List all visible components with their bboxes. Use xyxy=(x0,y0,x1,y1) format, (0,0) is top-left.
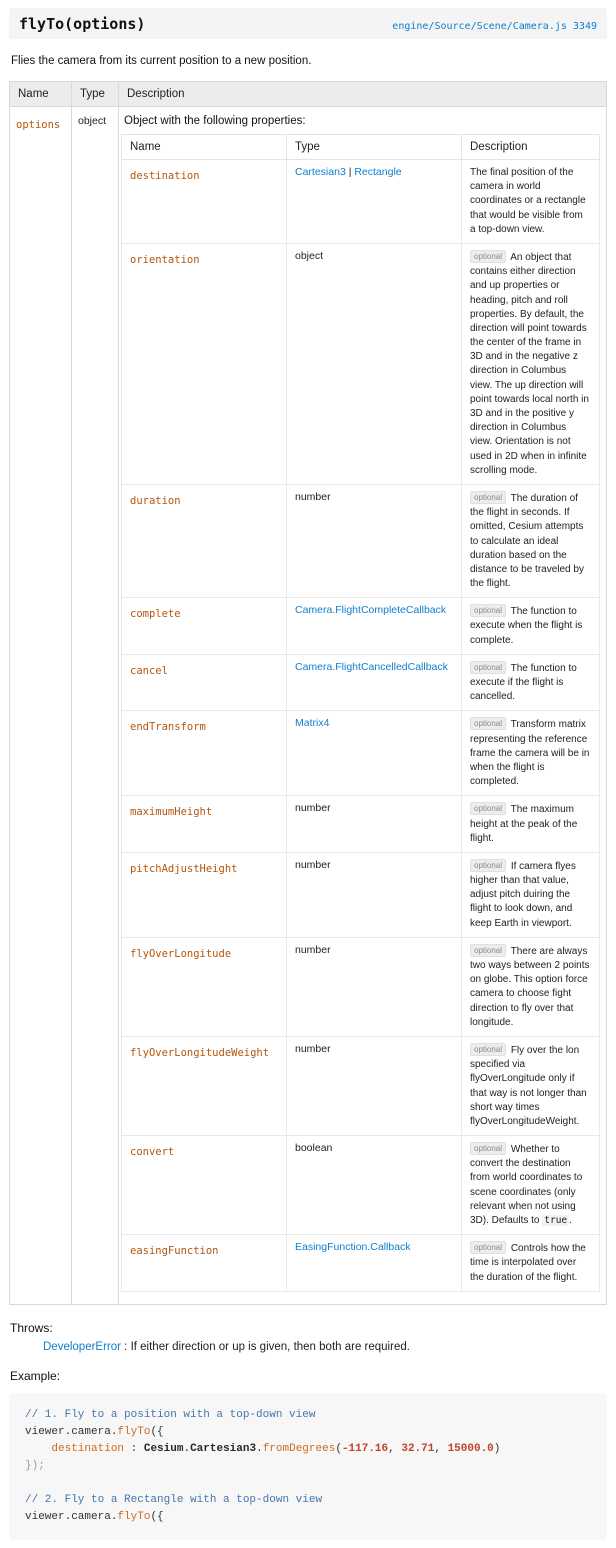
code-token: viewer.camera. xyxy=(25,1425,118,1438)
param-name-cell xyxy=(122,243,287,484)
param-row-easingFunction xyxy=(122,1235,600,1292)
param-description: Fly over the lon specified via flyOverLongitude only if that way is not longer than short way times flyOverLongitudeWeight. xyxy=(470,1044,587,1127)
throws-text: : If either direction or up is given, then both are required. xyxy=(120,1340,410,1353)
param-description-cell xyxy=(462,796,600,853)
inline-code-value: true xyxy=(544,1215,568,1226)
code-token: : xyxy=(124,1442,144,1455)
param-name: options xyxy=(16,119,61,131)
code-token: Cesium xyxy=(143,1442,184,1455)
nested-column-header-name: Name xyxy=(122,135,287,160)
param-type-cell xyxy=(287,1235,462,1292)
code-token: ({ xyxy=(150,1511,164,1524)
code-token: Cartesian3 xyxy=(190,1442,257,1455)
param-name-cell xyxy=(122,1136,287,1235)
param-description-cell xyxy=(119,107,607,1305)
param-name-cell xyxy=(122,937,287,1036)
param-type-cell xyxy=(287,598,462,655)
type-link[interactable]: Cartesian3 xyxy=(295,166,346,178)
param-row-options xyxy=(10,107,607,1305)
optional-badge: optional xyxy=(470,1142,506,1155)
param-description: The maximum height at the peak of the flight. xyxy=(470,804,578,844)
param-description: An object that contains either direction and up properties or heading, pitch and roll properties. By default, the direction will point towards the center of the frame in 3D and in the negative z direction in Columbus view. The up direction will point towards local north in 3D and in the positive y direction in Columbus view. Orientation is not used in 2D when in infinite scrolling mode. xyxy=(470,251,589,476)
param-type-cell xyxy=(287,160,462,244)
param-name: maximumHeight xyxy=(130,806,213,819)
optional-badge: optional xyxy=(470,604,506,617)
code-token: }); xyxy=(25,1459,45,1472)
param-name: easingFunction xyxy=(130,1245,219,1258)
param-type: number xyxy=(295,1042,331,1055)
param-description: There are always two ways between 2 points on globe. This option force camera to choose fight direction to fly over that longitude. xyxy=(470,945,590,1028)
param-name-cell xyxy=(122,852,287,937)
code-token: 32.71 xyxy=(401,1442,435,1455)
param-description-cell xyxy=(462,654,600,711)
column-header-name: Name xyxy=(10,82,72,107)
param-description: If camera flyes higher than that value, adjust pitch duiring the flight to look down, and keep Earth in viewport. xyxy=(470,860,576,929)
param-description-cell xyxy=(462,1136,600,1235)
param-description: The function to execute when the flight is complete. xyxy=(470,606,583,646)
code-token: , xyxy=(434,1442,448,1455)
optional-badge: optional xyxy=(470,717,506,730)
param-row-pitchAdjustHeight xyxy=(122,852,600,937)
param-description: The duration of the flight in seconds. If omitted, Cesium attempts to calculate an ideal duration based on the distance to be traveled by the flight. xyxy=(470,492,584,590)
optional-badge: optional xyxy=(470,1241,506,1254)
method-summary: Flies the camera from its current position to a new position. xyxy=(11,55,312,67)
column-header-type: Type xyxy=(72,82,119,107)
param-description: The function to execute if the flight is cancelled. xyxy=(470,662,577,703)
param-type-cell xyxy=(287,852,462,937)
param-name-cell xyxy=(122,796,287,853)
param-type: number xyxy=(295,943,331,956)
code-line xyxy=(25,1407,591,1424)
param-type-cell xyxy=(287,654,462,711)
code-token: flyTo xyxy=(117,1425,151,1438)
param-description-cell xyxy=(462,1036,600,1135)
param-description: Controls how the time is interpolated over the duration of the flight. xyxy=(470,1243,586,1283)
code-token: // 1. Fly to a position with a top-down view xyxy=(25,1408,316,1421)
optional-badge: optional xyxy=(470,802,506,815)
code-token: , xyxy=(388,1442,402,1455)
params-table xyxy=(9,81,607,1305)
throws-detail xyxy=(43,1341,607,1353)
code-token: // 2. Fly to a Rectangle with a top-down view xyxy=(25,1493,323,1506)
example-code-content xyxy=(25,1407,591,1526)
optional-badge: optional xyxy=(470,859,506,872)
code-line xyxy=(25,1509,591,1526)
param-description-cell xyxy=(462,711,600,796)
param-description: The final position of the camera in world coordinates or a rectangle that would be visible from a top-down view. xyxy=(470,167,586,235)
param-type: | xyxy=(345,166,355,178)
param-name: flyOverLongitude xyxy=(130,947,232,960)
code-token: . xyxy=(183,1442,191,1455)
param-type: number xyxy=(295,858,331,871)
param-type-cell xyxy=(287,1036,462,1135)
param-row-orientation xyxy=(122,243,600,484)
param-name-cell xyxy=(122,711,287,796)
param-name: complete xyxy=(130,608,181,621)
code-line xyxy=(25,1441,591,1458)
column-header-description: Description xyxy=(119,82,607,107)
example-code-block xyxy=(9,1393,607,1540)
optional-badge: optional xyxy=(470,250,506,263)
param-type-cell xyxy=(287,937,462,1036)
param-row-maximumHeight xyxy=(122,796,600,853)
code-token: viewer.camera. xyxy=(25,1511,118,1524)
param-type: number xyxy=(295,802,331,815)
param-description-cell xyxy=(462,243,600,484)
param-name-cell xyxy=(122,1036,287,1135)
code-token: . xyxy=(256,1442,263,1455)
param-description-cell xyxy=(462,598,600,655)
param-type: object xyxy=(295,249,324,262)
nested-header-row xyxy=(122,135,600,160)
param-description-cell xyxy=(462,852,600,937)
code-line xyxy=(25,1458,591,1475)
code-line xyxy=(25,1424,591,1441)
param-name: endTransform xyxy=(130,721,206,734)
param-name: pitchAdjustHeight xyxy=(130,862,238,875)
param-name-cell xyxy=(122,160,287,244)
param-name: duration xyxy=(130,494,181,507)
code-line xyxy=(25,1475,591,1492)
nested-params-table xyxy=(121,134,600,1292)
nested-column-header-description: Description xyxy=(462,135,600,160)
code-token: ) xyxy=(493,1442,501,1455)
param-row-complete xyxy=(122,598,600,655)
param-description-cell xyxy=(462,484,600,597)
param-row-cancel xyxy=(122,654,600,711)
param-description-cell xyxy=(462,160,600,244)
code-token: destination xyxy=(51,1442,125,1455)
param-description: Whether to convert the destination from world coordinates to scene coordinates (only relevant when not using 3D). Defaults to xyxy=(470,1144,583,1226)
developer-error-link[interactable]: DeveloperError xyxy=(43,1340,121,1353)
source-link[interactable]: engine/Source/Scene/Camera.js 3349 xyxy=(392,21,597,32)
param-name: destination xyxy=(130,170,200,182)
param-type: boolean xyxy=(295,1142,333,1155)
param-type: number xyxy=(295,490,331,503)
param-type-cell: object xyxy=(72,107,119,1305)
method-header xyxy=(9,8,607,39)
code-token: fromDegrees xyxy=(262,1442,336,1455)
nested-properties-intro: Object with the following properties: xyxy=(124,115,306,127)
optional-badge: optional xyxy=(470,491,506,504)
type-link[interactable]: Matrix4 xyxy=(295,717,330,730)
optional-badge: optional xyxy=(470,1043,506,1056)
param-type-cell xyxy=(287,484,462,597)
type-link[interactable]: Camera.FlightCancelledCallback xyxy=(295,660,448,673)
type-link[interactable]: Rectangle xyxy=(354,166,402,178)
method-title: flyTo(options) xyxy=(19,15,146,33)
param-row-flyOverLongitudeWeight xyxy=(122,1036,600,1135)
code-token: ( xyxy=(335,1442,342,1455)
param-description-cell xyxy=(462,937,600,1036)
param-name-cell xyxy=(122,484,287,597)
throws-heading: Throws: xyxy=(10,1320,53,1335)
params-header-row xyxy=(10,82,607,107)
param-name-cell xyxy=(10,107,72,1305)
param-row-duration xyxy=(122,484,600,597)
param-type-cell xyxy=(287,243,462,484)
param-name-cell xyxy=(122,598,287,655)
nested-params-body xyxy=(122,160,600,1292)
param-row-destination xyxy=(122,160,600,244)
param-row-flyOverLongitude xyxy=(122,937,600,1036)
param-row-endTransform xyxy=(122,711,600,796)
param-name-cell xyxy=(122,1235,287,1292)
code-token: -117.16 xyxy=(341,1442,389,1455)
param-name: convert xyxy=(130,1146,175,1159)
optional-badge: optional xyxy=(470,661,506,674)
param-description-cell xyxy=(462,1235,600,1292)
param-row-convert xyxy=(122,1136,600,1235)
code-token: ({ xyxy=(150,1425,164,1438)
optional-badge: optional xyxy=(470,944,506,957)
param-description: Transform matrix representing the reference frame the camera will be in when the flight is completed. xyxy=(470,719,590,788)
param-name: cancel xyxy=(130,664,168,677)
type-link[interactable]: Camera.FlightCompleteCallback xyxy=(295,604,447,617)
code-token: 15000.0 xyxy=(447,1442,494,1455)
param-description-suffix: . xyxy=(569,1215,572,1226)
param-type-cell xyxy=(287,1136,462,1235)
code-token: flyTo xyxy=(117,1511,151,1524)
param-name: orientation xyxy=(130,253,200,266)
param-name: flyOverLongitudeWeight xyxy=(130,1046,270,1059)
param-type-cell xyxy=(287,796,462,853)
example-heading: Example: xyxy=(10,1368,61,1383)
nested-column-header-type: Type xyxy=(287,135,462,160)
type-link[interactable]: EasingFunction.Callback xyxy=(295,1241,411,1254)
param-type-cell xyxy=(287,711,462,796)
code-token xyxy=(25,1443,51,1455)
param-name-cell xyxy=(122,654,287,711)
code-line xyxy=(25,1492,591,1509)
